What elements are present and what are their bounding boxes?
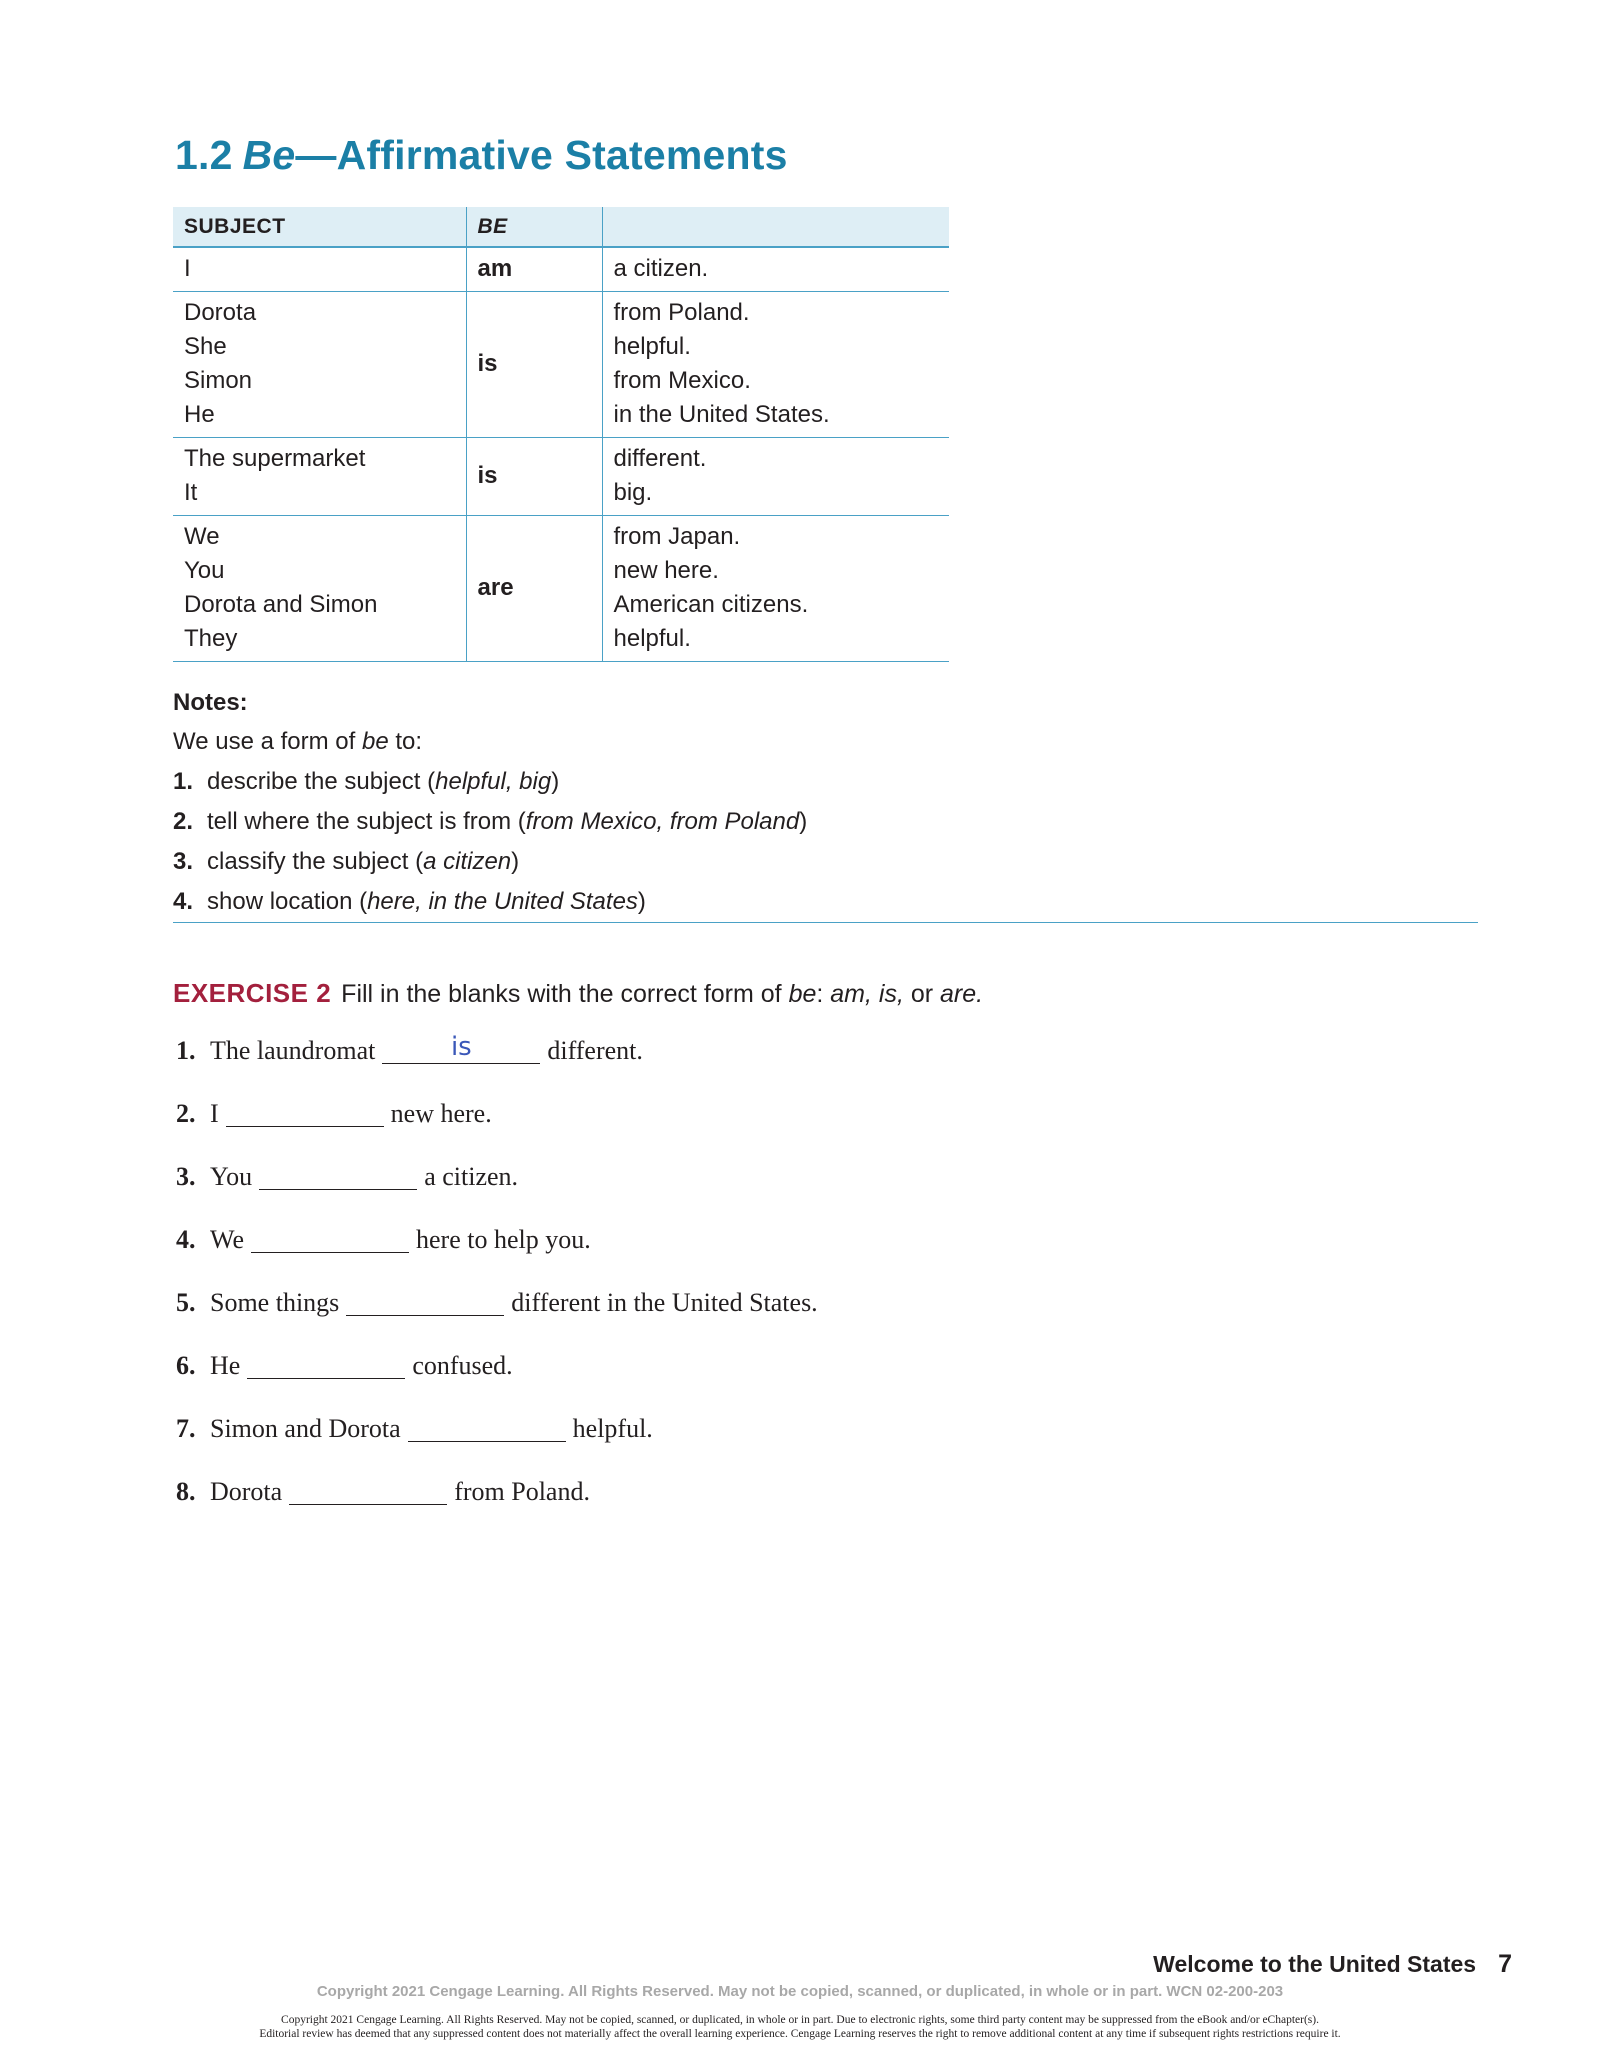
header-be: BE — [466, 207, 602, 247]
answer-blank[interactable] — [247, 1351, 405, 1379]
exercise-item-after: helpful. — [572, 1414, 653, 1443]
subject-text: I — [184, 255, 191, 282]
notes-item-number: 4. — [173, 888, 194, 915]
subject-text: Simon — [184, 367, 253, 394]
complement-text: from Japan. — [613, 523, 741, 550]
exercise-label: EXERCISE 2 — [173, 978, 332, 1008]
notes-item-number: 3. — [173, 848, 194, 875]
exercise-item-before: Dorota — [210, 1477, 283, 1506]
exercise-item — [176, 1225, 818, 1288]
subject-text: We — [184, 523, 220, 550]
notes-item-text: describe the subject ( — [207, 768, 436, 795]
complement-text: new here. — [613, 557, 719, 584]
exercise-item-after: different in the United States. — [511, 1288, 818, 1317]
exercise-item-number: 4. — [176, 1225, 196, 1254]
table-row — [173, 247, 949, 292]
grammar-table — [173, 207, 949, 662]
footer-chapter-title — [1153, 1950, 1512, 1979]
be-cell: am — [466, 247, 602, 292]
complement-cell — [602, 292, 949, 438]
complement-text: helpful. — [613, 625, 691, 652]
exercise-item — [176, 1351, 818, 1414]
header-complement — [602, 207, 949, 247]
exercise-item — [176, 1477, 818, 1540]
notes-item-text: show location ( — [207, 888, 368, 915]
exercise-item-number: 3. — [176, 1162, 196, 1191]
notes-item-close: ) — [799, 808, 808, 835]
notes-item — [173, 762, 807, 802]
exercise-item-before: We — [210, 1225, 244, 1254]
notes-heading: Notes: — [173, 689, 248, 716]
exercise-instruction-be: be — [788, 980, 817, 1008]
answer-blank[interactable] — [289, 1477, 447, 1505]
exercise-item-number: 5. — [176, 1288, 196, 1317]
table-row — [173, 438, 949, 516]
exercise-item-before: Simon and Dorota — [210, 1414, 401, 1443]
notes-intro-post: to: — [388, 728, 423, 755]
exercise-item-before: You — [210, 1162, 253, 1191]
subject-cell — [173, 516, 466, 662]
notes-item-number: 1. — [173, 768, 194, 795]
exercise-item-before: Some things — [210, 1288, 340, 1317]
exercise-item-after: confused. — [412, 1351, 513, 1380]
notes-item-examples: helpful, big — [435, 768, 552, 795]
exercise-instruction-mid: : — [816, 980, 831, 1008]
answer-blank[interactable] — [259, 1162, 417, 1190]
be-cell: are — [466, 516, 602, 662]
answer-blank[interactable] — [382, 1032, 540, 1064]
page-number: 7 — [1498, 1950, 1512, 1978]
exercise-item-after: new here. — [390, 1099, 492, 1128]
notes-item — [173, 882, 807, 922]
answer-blank[interactable] — [226, 1099, 384, 1127]
exercise-item-before: I — [210, 1099, 219, 1128]
table-row — [173, 292, 949, 438]
complement-text: big. — [613, 479, 653, 506]
subject-text: The supermarket — [184, 445, 366, 472]
subject-text: It — [184, 479, 198, 506]
exercise-item — [176, 1414, 818, 1477]
exercise-item — [176, 1099, 818, 1162]
exercise-item-number: 2. — [176, 1099, 196, 1128]
section-title-rest: —Affirmative Statements — [295, 132, 788, 178]
exercise-last-option: are. — [940, 980, 984, 1008]
notes-item-examples: a citizen — [423, 848, 512, 875]
notes-item-text: classify the subject ( — [207, 848, 424, 875]
grammar-table-header — [173, 207, 949, 247]
subject-cell — [173, 247, 466, 292]
complement-text: different. — [613, 445, 707, 472]
subject-text: She — [184, 333, 227, 360]
answer-blank[interactable] — [346, 1288, 504, 1316]
fine-print-line: Copyright 2021 Cengage Learning. All Rights Reserved. May not be copied, scanned, or duplicated, in whole or in part. Due to electronic rights, some third party content may be suppressed from the eBook and/or eChapter(s). — [281, 2014, 1319, 2026]
handwritten-answer: is — [450, 1032, 472, 1062]
section-title-be: Be — [242, 132, 296, 178]
header-subject: SUBJECT — [173, 207, 466, 247]
notes-item-close: ) — [551, 768, 560, 795]
be-cell: is — [466, 438, 602, 516]
answer-blank[interactable] — [251, 1225, 409, 1253]
answer-blank[interactable] — [408, 1414, 566, 1442]
exercise-item — [176, 1162, 818, 1225]
complement-text: from Mexico. — [613, 367, 751, 394]
complement-text: helpful. — [613, 333, 691, 360]
notes-intro-pre: We use a form of — [173, 728, 362, 755]
exercise-item-before: He — [210, 1351, 241, 1380]
notes-item-examples: here, in the United States — [367, 888, 638, 915]
complement-text: American citizens. — [613, 591, 809, 618]
exercise-item-number: 1. — [176, 1036, 196, 1065]
notes-intro — [173, 722, 807, 762]
exercise-instruction-or: or — [903, 980, 941, 1008]
notes-item-text: tell where the subject is from ( — [207, 808, 526, 835]
subject-cell — [173, 292, 466, 438]
copyright-notice: Copyright 2021 Cengage Learning. All Rights Reserved. May not be copied, scanned, or duplicated, in whole or in part. WCN 02-200-203 — [316, 1983, 1284, 2000]
exercise-instruction-pre: Fill in the blanks with the correct form of — [341, 980, 789, 1008]
complement-cell — [602, 247, 949, 292]
notes-item-number: 2. — [173, 808, 194, 835]
section-divider — [173, 922, 1478, 923]
exercise-item-before: The laundromat — [210, 1036, 376, 1065]
table-row — [173, 516, 949, 662]
exercise-item — [176, 1032, 818, 1099]
complement-cell — [602, 438, 949, 516]
notes-item-close: ) — [511, 848, 520, 875]
fine-print-line: Editorial review has deemed that any suppressed content does not materially affect the overall learning experience. Cengage Learning reserves the right to remove additional content at any time if subsequent rights restrictions require it. — [259, 2028, 1341, 2040]
exercise-list — [176, 1032, 818, 1540]
chapter-name: Welcome to the United States — [1153, 1951, 1477, 1977]
subject-text: You — [184, 557, 225, 584]
complement-text: in the United States. — [613, 401, 830, 428]
copyright-fine-print — [0, 2013, 1600, 2041]
subject-text: He — [184, 401, 215, 428]
exercise-heading — [173, 978, 983, 1009]
complement-cell — [602, 516, 949, 662]
notes-intro-be: be — [361, 728, 389, 755]
notes-item-close: ) — [637, 888, 646, 915]
notes-item-examples: from Mexico, from Poland — [525, 808, 800, 835]
subject-text: They — [184, 625, 238, 652]
exercise-item-number: 8. — [176, 1477, 196, 1506]
exercise-options: am, is, — [830, 980, 904, 1008]
section-title — [175, 132, 788, 179]
exercise-item-after: here to help you. — [416, 1225, 591, 1254]
exercise-item-after: from Poland. — [454, 1477, 590, 1506]
subject-text: Dorota — [184, 299, 257, 326]
subject-text: Dorota and Simon — [184, 591, 378, 618]
notes-item — [173, 802, 807, 842]
complement-text: from Poland. — [613, 299, 750, 326]
exercise-item-number: 7. — [176, 1414, 196, 1443]
be-cell: is — [466, 292, 602, 438]
notes-section — [173, 686, 807, 922]
exercise-item-after: a citizen. — [424, 1162, 519, 1191]
complement-text: a citizen. — [613, 255, 709, 282]
exercise-item — [176, 1288, 818, 1351]
subject-cell — [173, 438, 466, 516]
exercise-item-number: 6. — [176, 1351, 196, 1380]
exercise-item-after: different. — [547, 1036, 643, 1065]
notes-item — [173, 842, 807, 882]
section-number: 1.2 — [175, 132, 233, 178]
